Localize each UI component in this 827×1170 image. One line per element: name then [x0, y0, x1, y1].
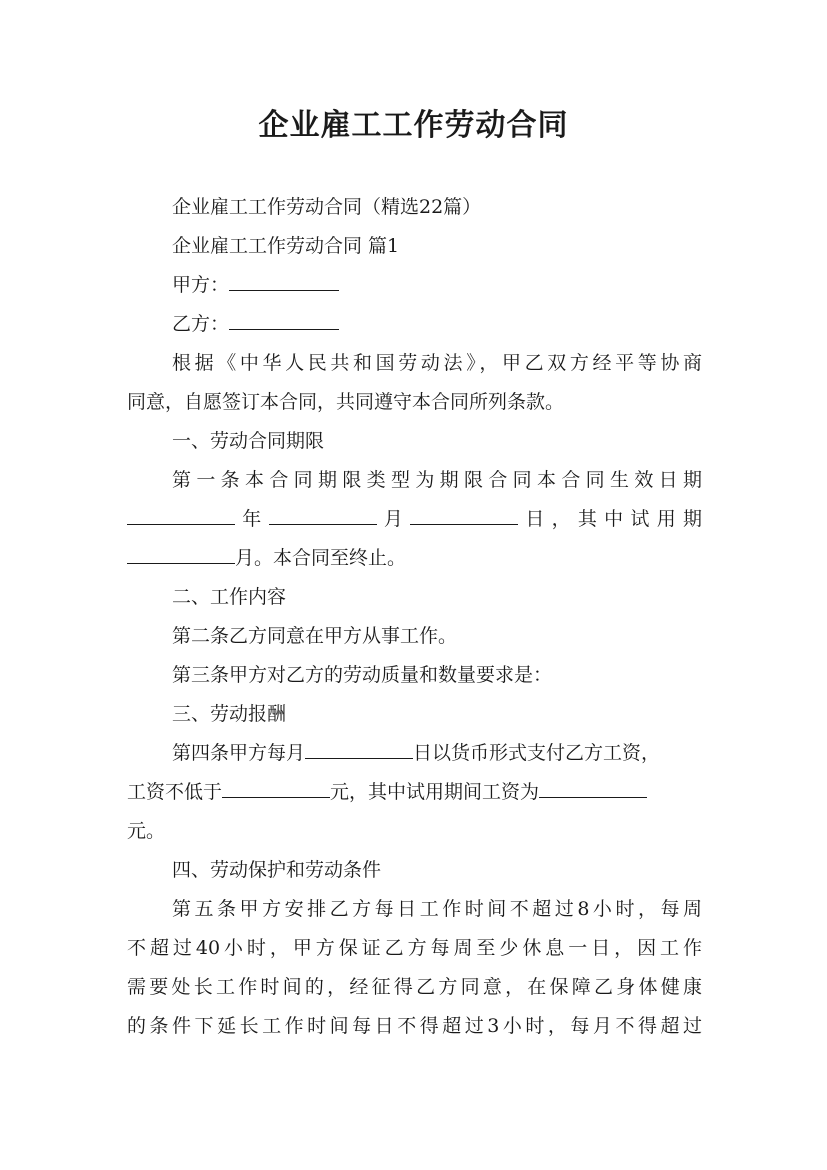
article-5-line: 需要处长工作时间的，经征得乙方同意，在保障乙身体健康	[127, 976, 702, 998]
probation-label: 月。本合同至终止。	[235, 547, 407, 569]
party-b-blank	[229, 309, 339, 330]
party-a-line	[127, 266, 702, 305]
article-5-line: 的条件下延长工作时间每日不得超过3小时，每月不得超过	[127, 1015, 702, 1037]
document-body	[127, 188, 702, 1046]
month-label: 月	[376, 508, 411, 530]
day-label: 日，其中试用期	[518, 508, 702, 530]
probation-wage-label: 元，其中试用期间工资为	[330, 781, 540, 803]
party-b-line	[127, 305, 702, 344]
document-title: 企业雇工工作劳动合同	[258, 108, 569, 143]
probation-wage-blank	[539, 777, 647, 798]
wage-label: 工资不低于	[127, 781, 223, 803]
article-1-line: 第一条本合同期限类型为期限合同本合同生效日期	[172, 469, 702, 491]
wage-blank	[222, 777, 330, 798]
article-4-wage-line	[127, 773, 702, 812]
article-1-date-line	[127, 500, 702, 539]
paragraph-line: 根据《中华人民共和国劳动法》，甲乙双方经平等协商	[172, 352, 702, 374]
party-a-blank	[229, 270, 339, 291]
subtitle-line: 企业雇工工作劳动合同（精选22篇）	[172, 196, 482, 218]
article-4-end-line: 元。	[127, 820, 166, 842]
article-4-text: 第四条甲方每月	[172, 742, 306, 764]
year-blank	[127, 504, 235, 525]
year-label: 年	[235, 508, 269, 530]
article-5-line: 第五条甲方安排乙方每日工作时间不超过8小时，每周	[172, 898, 702, 920]
month-blank	[269, 504, 377, 525]
probation-blank	[127, 543, 235, 564]
article-2-line: 第二条乙方同意在甲方从事工作。	[172, 625, 458, 647]
section-heading-line: 企业雇工工作劳动合同 篇1	[172, 235, 400, 257]
party-a-label: 甲方：	[172, 274, 230, 296]
article-5-line: 不超过40小时，甲方保证乙方每周至少休息一日，因工作	[127, 937, 702, 959]
article-1-end-line	[127, 539, 702, 578]
article-3-line: 第三条甲方对乙方的劳动质量和数量要求是：	[172, 664, 553, 686]
party-b-label: 乙方：	[172, 313, 230, 335]
heading-term: 一、劳动合同期限	[172, 430, 325, 452]
article-4-text: 日以货币形式支付乙方工资，	[413, 742, 661, 764]
article-4-line	[127, 734, 702, 773]
heading-work: 二、工作内容	[172, 586, 287, 608]
heading-protection: 四、劳动保护和劳动条件	[172, 859, 382, 881]
heading-pay: 三、劳动报酬	[172, 703, 287, 725]
day-blank	[410, 504, 518, 525]
paragraph-line: 同意，自愿签订本合同，共同遵守本合同所列条款。	[127, 391, 565, 413]
payday-blank	[305, 738, 413, 759]
